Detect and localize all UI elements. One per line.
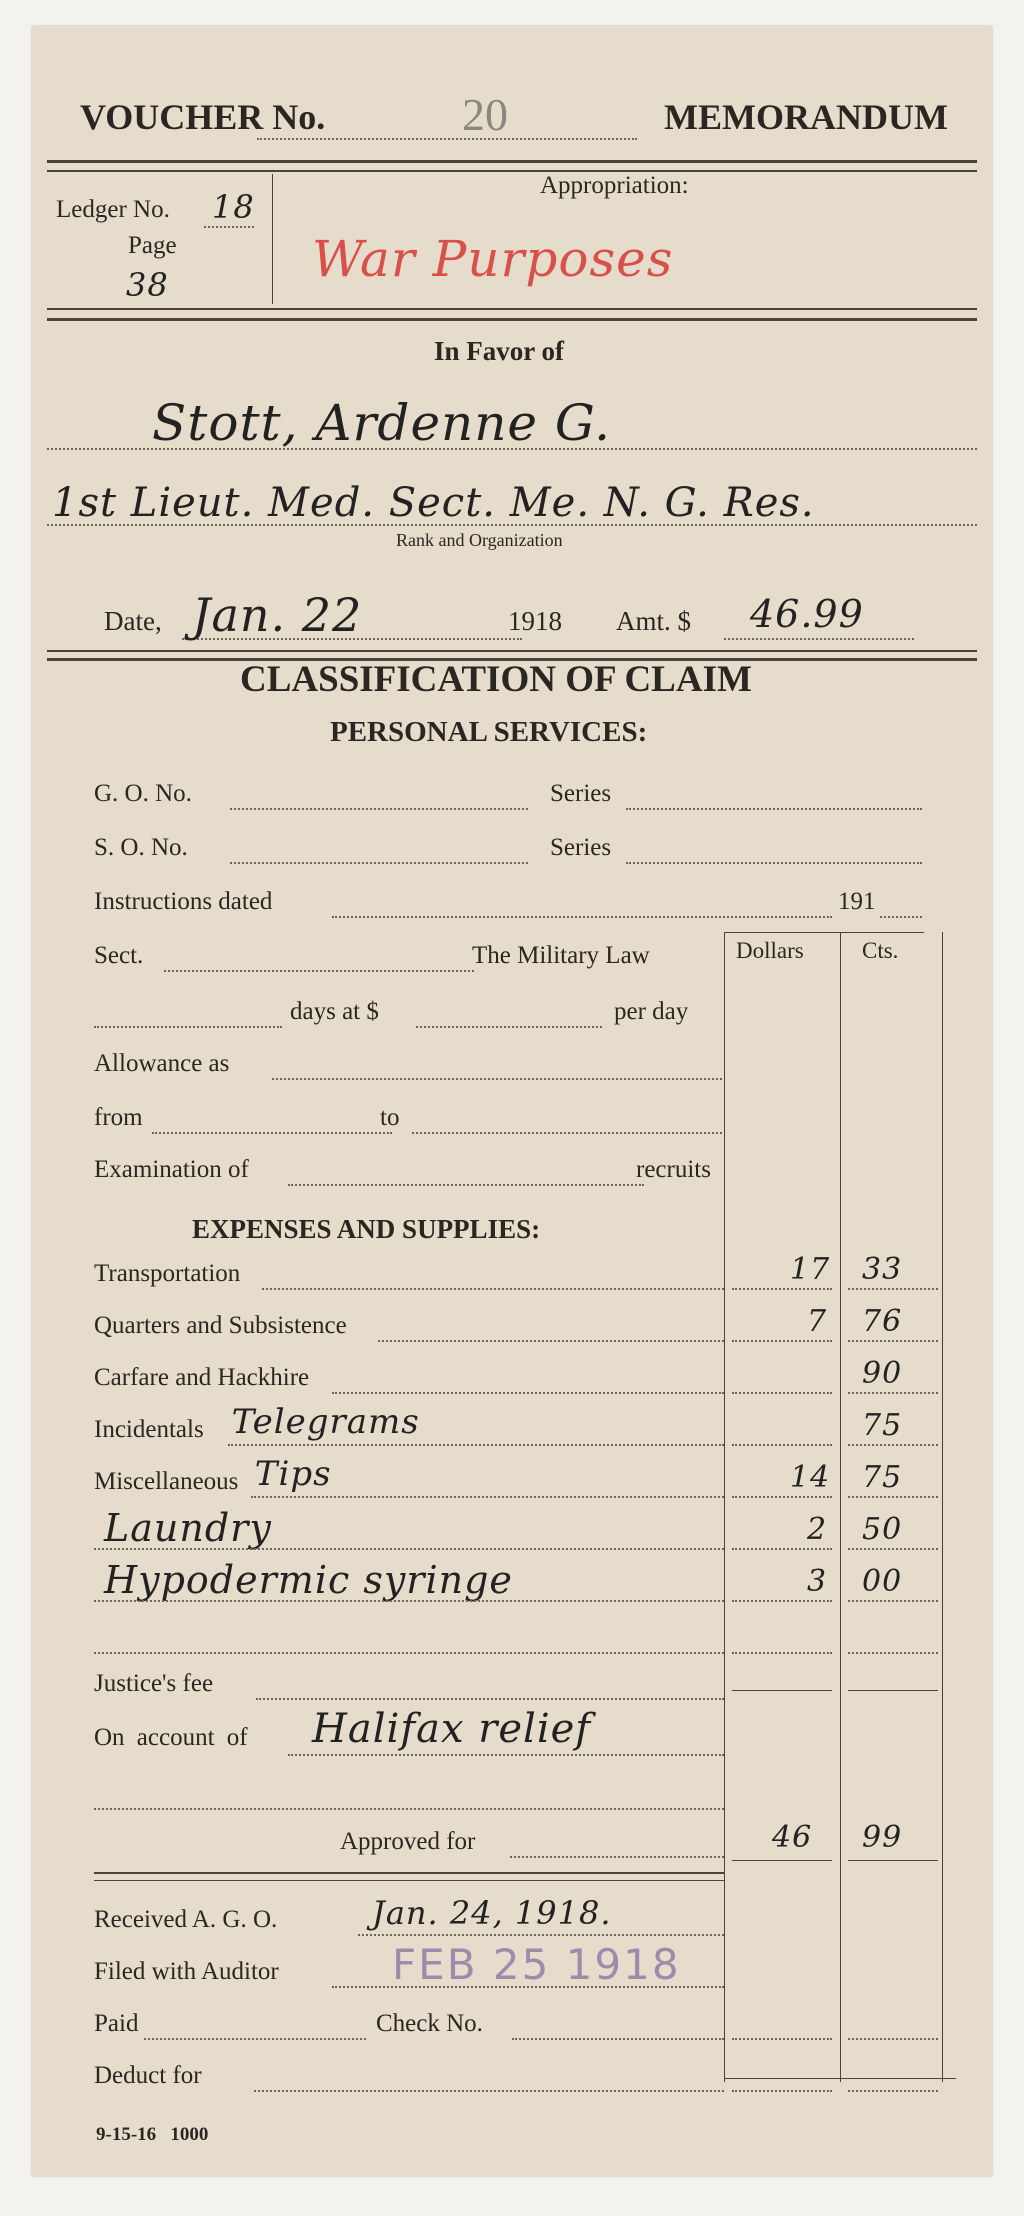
check-no-line	[512, 2038, 724, 2040]
allowance-line	[272, 1078, 722, 1080]
personal-services-heading: PERSONAL SERVICES:	[330, 716, 648, 748]
series-label-2: Series	[550, 834, 612, 861]
expense-line	[251, 1496, 724, 1498]
series-line-2	[626, 862, 922, 864]
expense-label: Incidentals	[94, 1416, 204, 1443]
expense-cents: 90	[862, 1356, 903, 1391]
expense-detail: Tips	[254, 1454, 332, 1494]
expense-dollars-line	[732, 1496, 832, 1498]
sect-label: Sect.	[94, 942, 144, 969]
expense-label: Transportation	[94, 1260, 241, 1287]
dollars-column-header: Dollars	[736, 938, 804, 963]
expense-line	[94, 1548, 724, 1550]
rank-label: Rank and Organization	[396, 530, 563, 550]
filed-date-stamp: FEB 25 1918	[392, 1940, 681, 1989]
paid-dollars-line	[732, 2038, 832, 2040]
expense-cents-line	[848, 1392, 938, 1394]
voucher-label: VOUCHER No.	[80, 97, 326, 137]
expense-dollars: 17	[790, 1252, 831, 1287]
from-label: from	[94, 1104, 143, 1131]
dollars-column-left	[724, 932, 725, 2082]
approved-cents-rule	[848, 1860, 938, 1861]
series-line	[626, 808, 922, 810]
expense-line	[378, 1340, 724, 1342]
expense-cents-line	[848, 1444, 938, 1446]
expense-detail: Hypodermic syringe	[104, 1558, 513, 1602]
ledger-divider	[272, 174, 273, 304]
ledger-value: 18	[212, 188, 255, 226]
to-line	[412, 1132, 722, 1134]
expense-dollars-line	[732, 1392, 832, 1394]
column-top-rule	[724, 932, 924, 933]
received-value: Jan. 24, 1918.	[372, 1894, 612, 1932]
expense-dollars: 2	[807, 1512, 828, 1547]
on-account-value: Halifax relief	[312, 1706, 592, 1752]
blank-line	[94, 1808, 724, 1810]
rate-line	[416, 1026, 602, 1028]
justice-fee-line	[256, 1698, 724, 1700]
expense-cents: 33	[862, 1252, 903, 1287]
voucher-form	[32, 26, 992, 2176]
paid-cents-line	[848, 2038, 938, 2040]
blank-expense-line	[732, 1652, 832, 1654]
amount-value: 46.99	[750, 592, 864, 636]
blank-expense-line	[94, 1652, 724, 1654]
on-account-line	[288, 1754, 724, 1756]
expense-dollars-line	[732, 1340, 832, 1342]
expense-cents: 75	[862, 1460, 903, 1495]
military-law-label: The Military Law	[472, 942, 650, 969]
from-line	[152, 1132, 392, 1134]
memorandum-label: MEMORANDUM	[664, 97, 948, 137]
expense-cents-line	[848, 1496, 938, 1498]
instructions-year: 191	[838, 888, 876, 915]
cents-column-header: Cts.	[862, 938, 899, 963]
expense-cents: 75	[862, 1408, 903, 1443]
expense-dollars-line	[732, 1288, 832, 1290]
rule	[94, 1880, 724, 1881]
deduct-cents-line	[848, 2090, 938, 2092]
expense-dollars: 14	[790, 1460, 831, 1495]
go-label: G. O. No.	[94, 780, 192, 807]
rule	[47, 650, 977, 652]
payee-name: Stott, Ardenne G.	[152, 394, 611, 452]
sect-line	[164, 970, 474, 972]
on-account-label: On account of	[94, 1724, 248, 1751]
paid-line	[144, 2038, 366, 2040]
approved-cents: 99	[862, 1820, 903, 1855]
justice-dollars-rule	[732, 1690, 832, 1691]
go-line	[230, 808, 528, 810]
appropriation-value: War Purposes	[312, 230, 674, 288]
expense-dollars-line	[732, 1600, 832, 1602]
column-bottom-rule	[724, 2078, 956, 2079]
check-no-label: Check No.	[376, 2010, 483, 2037]
expense-dollars: 3	[807, 1564, 828, 1599]
justice-cents-rule	[848, 1690, 938, 1691]
expense-detail: Laundry	[104, 1506, 272, 1550]
expense-label: Quarters and Subsistence	[94, 1312, 347, 1339]
expense-line	[94, 1600, 724, 1602]
received-line	[358, 1934, 724, 1936]
voucher-number: 20	[462, 89, 508, 140]
justice-fee-label: Justice's fee	[94, 1670, 214, 1697]
expense-cents: 50	[862, 1512, 903, 1547]
cents-column-right	[942, 932, 943, 2082]
examination-label: Examination of	[94, 1156, 249, 1183]
expense-line	[262, 1288, 724, 1290]
days-at-label: days at $	[290, 998, 379, 1025]
approved-line	[510, 1856, 724, 1858]
instructions-label: Instructions dated	[94, 888, 273, 915]
days-line	[94, 1026, 282, 1028]
expense-detail: Telegrams	[231, 1402, 420, 1442]
appropriation-label: Appropriation:	[540, 172, 689, 199]
expense-cents: 76	[862, 1304, 903, 1339]
examination-line	[288, 1184, 644, 1186]
classification-title: CLASSIFICATION OF CLAIM	[240, 659, 752, 700]
deduct-line	[254, 2090, 724, 2092]
so-line	[230, 862, 528, 864]
ledger-line	[204, 226, 254, 228]
instructions-line	[332, 916, 832, 918]
rule	[47, 308, 977, 310]
to-label: to	[380, 1104, 400, 1131]
approved-dollars: 46	[772, 1820, 813, 1855]
amount-line	[724, 638, 914, 640]
rank-value: 1st Lieut. Med. Sect. Me. N. G. Res.	[52, 480, 815, 526]
so-label: S. O. No.	[94, 834, 188, 861]
expense-cents-line	[848, 1600, 938, 1602]
expense-line	[228, 1444, 724, 1446]
page-value: 38	[126, 266, 169, 304]
expense-line	[332, 1392, 724, 1394]
date-year: 1918	[508, 606, 562, 636]
voucher-number-line	[257, 138, 637, 140]
expense-cents: 00	[862, 1564, 903, 1599]
approved-label: Approved for	[340, 1828, 476, 1855]
filed-label: Filed with Auditor	[94, 1958, 279, 1985]
expense-label: Carfare and Hackhire	[94, 1364, 310, 1391]
date-value: Jan. 22	[192, 588, 363, 642]
expense-dollars-line	[732, 1548, 832, 1550]
page-label: Page	[128, 232, 177, 259]
expense-dollars-line	[732, 1444, 832, 1446]
cents-column-divider	[840, 932, 841, 2082]
in-favor-label: In Favor of	[434, 336, 565, 366]
expense-cents-line	[848, 1288, 938, 1290]
rule	[47, 170, 977, 172]
deduct-dollars-line	[732, 2090, 832, 2092]
allowance-label: Allowance as	[94, 1050, 230, 1077]
blank-expense-line	[848, 1652, 938, 1654]
expense-label: Miscellaneous	[94, 1468, 239, 1495]
rule	[47, 318, 977, 321]
deduct-label: Deduct for	[94, 2062, 202, 2089]
rule	[94, 1872, 724, 1874]
date-label: Date,	[104, 606, 162, 636]
series-label: Series	[550, 780, 612, 807]
paid-label: Paid	[94, 2010, 139, 2037]
received-label: Received A. G. O.	[94, 1906, 278, 1933]
amount-label: Amt. $	[616, 606, 692, 636]
expenses-heading: EXPENSES AND SUPPLIES:	[192, 1214, 541, 1244]
rule	[47, 160, 977, 163]
ledger-label: Ledger No.	[56, 196, 170, 223]
recruits-label: recruits	[636, 1156, 711, 1183]
instructions-year-line	[880, 916, 922, 918]
approved-dollars-rule	[732, 1860, 832, 1861]
expense-cents-line	[848, 1548, 938, 1550]
expense-cents-line	[848, 1340, 938, 1342]
expense-dollars: 7	[807, 1304, 828, 1339]
form-code: 9-15-16 1000	[96, 2124, 209, 2145]
per-day-label: per day	[614, 998, 689, 1025]
